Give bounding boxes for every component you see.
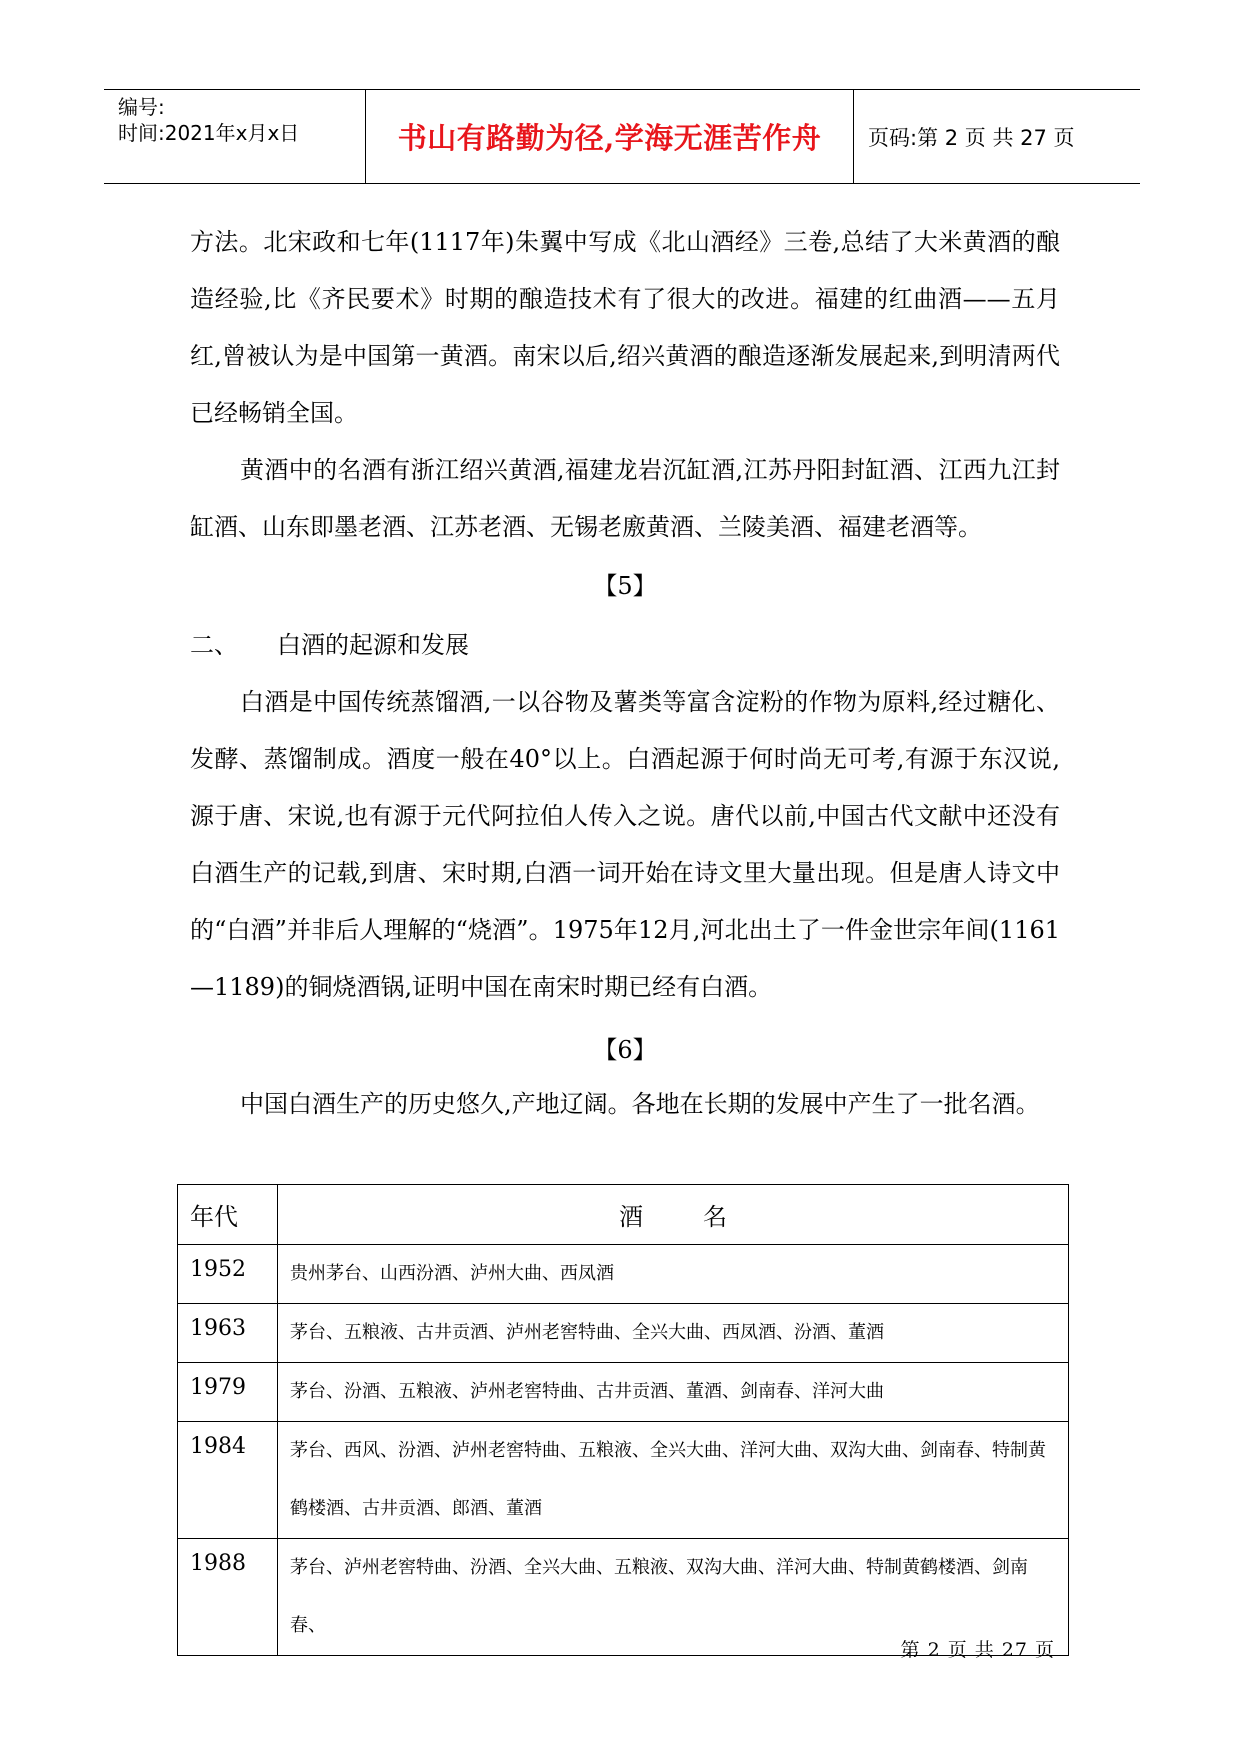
table-body <box>178 1245 1069 1656</box>
paragraph-1: 方法。北宋政和七年(1117年)朱翼中写成《北山酒经》三卷,总结了大米黄酒的酿造经验,比《齐民要术》时期的酿造技术有了很大的改进。福建的红曲酒——五月红,曾被认为是中国第一黄酒。南宋以后,绍兴黄酒的酿造逐渐发展起来,到明清两代已经畅销全国。 <box>190 228 1060 427</box>
table-row <box>178 1422 1069 1539</box>
year-cell: 1979 <box>178 1363 278 1422</box>
table-row <box>178 1304 1069 1363</box>
famous-liquor-table <box>177 1184 1069 1656</box>
year-cell: 1963 <box>178 1304 278 1363</box>
liquor-names-cell: 茅台、五粮液、古井贡酒、泸州老窖特曲、全兴大曲、西凤酒、汾酒、董酒 <box>278 1304 1069 1363</box>
column-header-name: 酒名 <box>278 1185 1069 1245</box>
paragraph-2: 黄酒中的名酒有浙江绍兴黄酒,福建龙岩沉缸酒,江苏丹阳封缸酒、江西九江封缸酒、山东即墨老酒、江苏老酒、无锡老廒黄酒、兰陵美酒、福建老酒等。 <box>190 456 1060 541</box>
header-motto: 书山有路勤为径,学海无涯苦作舟 <box>366 90 854 183</box>
liquor-names-cell: 贵州茅台、山西汾酒、泸州大曲、西凤酒 <box>278 1245 1069 1304</box>
column-header-year: 年代 <box>178 1185 278 1245</box>
table-header-row <box>178 1185 1069 1245</box>
time-label: 时间:2021年x月x日 <box>118 121 300 145</box>
reference-6: 【6】 <box>593 1036 657 1064</box>
number-label: 编号: <box>118 95 165 119</box>
year-cell: 1984 <box>178 1422 278 1539</box>
table-row <box>178 1245 1069 1304</box>
page-footer: 第 2 页 共 27 页 <box>900 1639 1055 1661</box>
section-heading <box>190 617 1060 674</box>
liquor-names-cell: 茅台、汾酒、五粮液、泸州老窖特曲、古井贡酒、董酒、剑南春、洋河大曲 <box>278 1363 1069 1422</box>
year-cell: 1988 <box>178 1539 278 1656</box>
section-number: 二、 <box>190 631 238 659</box>
paragraph-3: 白酒是中国传统蒸馏酒,一以谷物及薯类等富含淀粉的作物为原料,经过糖化、发酵、蒸馏制成。酒度一般在40°以上。白酒起源于何时尚无可考,有源于东汉说,源于唐、宋说,也有源于元代阿拉伯人传入之说。唐代以前,中国古代文献中还没有白酒生产的记载,到唐、宋时期,白酒一词开始在诗文里大量出现。但是唐人诗文中的“白酒”并非后人理解的“烧酒”。1975年12月,河北出土了一件金世宗年间(1161—1189)的铜烧酒锅,证明中国在南宋时期已经有白酒。 <box>190 688 1060 1001</box>
year-cell: 1952 <box>178 1245 278 1304</box>
section-title: 白酒的起源和发展 <box>277 631 469 659</box>
liquor-names-cell: 茅台、泸州老窖特曲、汾酒、全兴大曲、五粮液、双沟大曲、洋河大曲、特制黄鹤楼酒、剑南春、 <box>278 1539 1069 1656</box>
document-body <box>190 214 1060 1127</box>
page-header <box>104 89 1140 184</box>
reference-5: 【5】 <box>593 572 657 600</box>
liquor-names-cell: 茅台、西风、汾酒、泸州老窖特曲、五粮液、全兴大曲、洋河大曲、双沟大曲、剑南春、特制黄鹤楼酒、古井贡酒、郎酒、董酒 <box>278 1422 1069 1539</box>
paragraph-4: 中国白酒生产的历史悠久,产地辽阔。各地在长期的发展中产生了一批名酒。 <box>240 1090 1040 1118</box>
table-row <box>178 1363 1069 1422</box>
header-page-label: 页码:第 2 页 共 27 页 <box>868 125 1075 150</box>
header-meta <box>104 90 366 183</box>
